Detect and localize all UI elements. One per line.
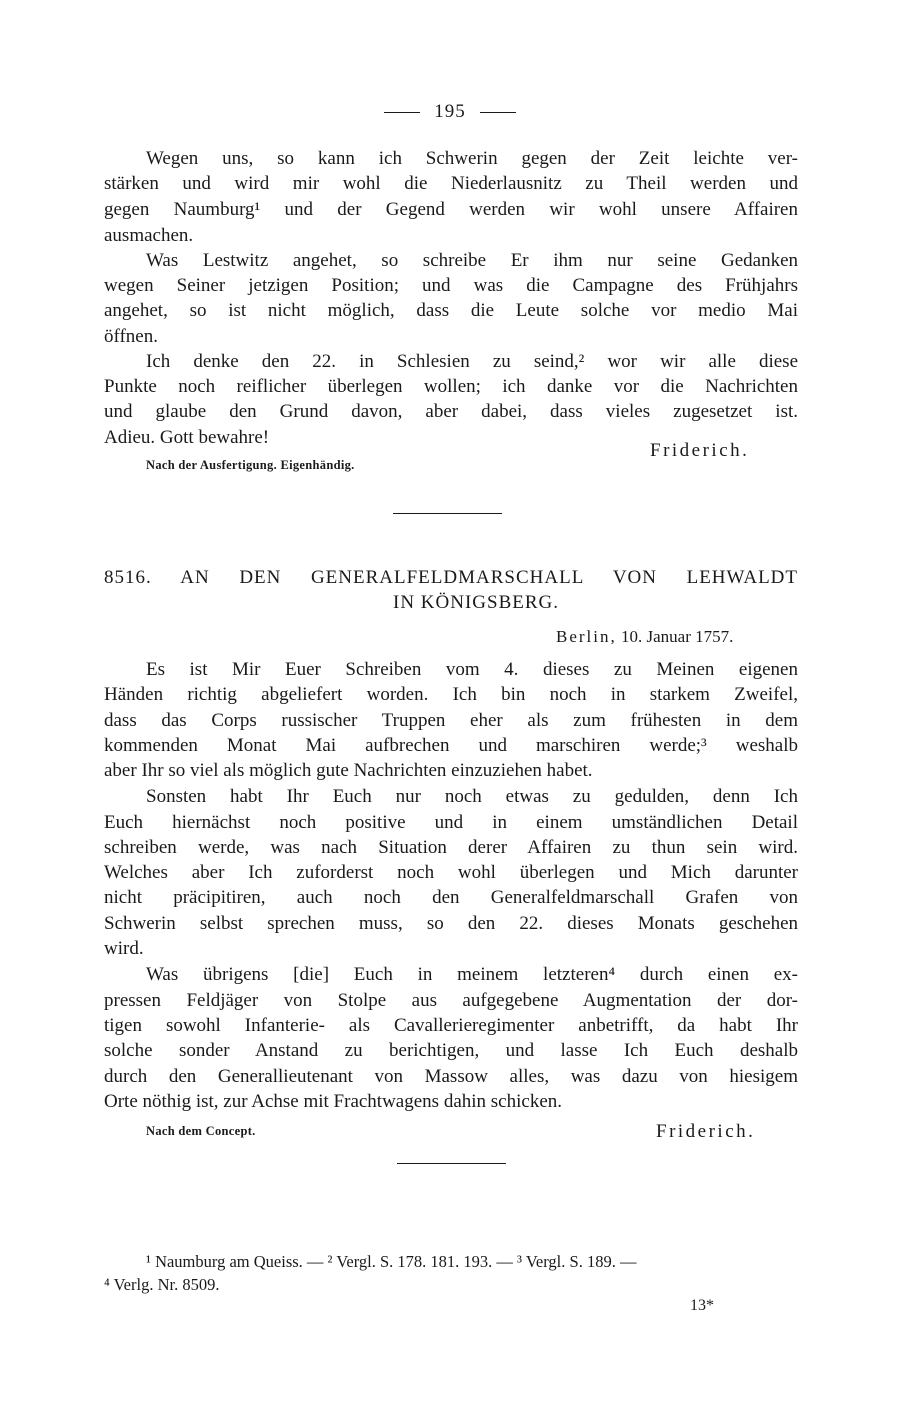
letter-heading <box>104 565 798 615</box>
text-line: Sonsten habt Ihr Euch nur noch etwas zu gedulden, denn Ich <box>146 786 798 807</box>
text-line: Schwerin selbst sprechen muss, so den 22. dieses Monats geschehen <box>104 913 798 934</box>
text-line: Händen richtig abgeliefert worden. Ich bin noch in starkem Zweifel, <box>104 684 798 705</box>
page-number-text: 195 <box>434 101 466 122</box>
page-number <box>0 101 900 123</box>
text-line: wird. <box>104 938 144 959</box>
text-line: nicht präcipitiren, auch noch den Generalfeldmarschall Grafen von <box>104 887 798 908</box>
text-line: pressen Feldjäger von Stolpe aus aufgegebene Augmentation der dor- <box>104 990 798 1011</box>
page-number-dash-right <box>480 112 516 113</box>
text-line: dass das Corps russischer Truppen eher als zum frühesten in dem <box>104 710 798 731</box>
text-line: Orte nöthig ist, zur Achse mit Frachtwagens dahin schicken. <box>104 1091 563 1112</box>
letter-date: 10. Januar 1757. <box>621 627 734 646</box>
letter-heading-line-1 <box>104 565 798 590</box>
text-line: Es ist Mir Euer Schreiben vom 4. dieses zu Meinen eigenen <box>146 659 798 680</box>
text-line: schreiben werde, was nach Situation derer Affairen zu thun sein wird. <box>104 837 798 858</box>
text-line: öffnen. <box>104 326 158 347</box>
footnote-line: ¹ Naumburg am Queiss. — ² Vergl. S. 178. 181. 193. — ³ Vergl. S. 189. — <box>146 1252 637 1271</box>
section-divider <box>397 1163 506 1164</box>
letter-number: 8516. <box>104 567 152 588</box>
text-line: solche sonder Anstand zu berichtigen, und lasse Ich Euch deshalb <box>104 1040 798 1061</box>
text-line: gegen Naumburg¹ und der Gegend werden wir wohl unsere Affairen <box>104 199 798 220</box>
letter-1-signature: Friderich. <box>650 440 750 461</box>
text-line: angehet, so ist nicht möglich, dass die Leute solche vor medio Mai <box>104 300 798 321</box>
letter-place: Berlin, <box>556 627 617 646</box>
text-line: Was übrigens [die] Euch in meinem letzteren⁴ durch einen ex- <box>146 964 798 985</box>
text-line: Adieu. Gott bewahre! <box>104 427 270 448</box>
text-line: Ich denke den 22. in Schlesien zu seind,² wor wir alle diese <box>146 351 798 372</box>
letter-2-signature: Friderich. <box>656 1121 756 1142</box>
text-line: Wegen uns, so kann ich Schwerin gegen der Zeit leichte ver- <box>146 148 798 169</box>
text-line: Euch hiernächst noch positive und in einem umständlichen Detail <box>104 812 798 833</box>
section-divider <box>393 513 502 514</box>
letter-heading-line-2: IN KÖNIGSBERG. <box>393 592 559 613</box>
text-line: Punkte noch reiflicher überlegen wollen; ich danke vor die Nachrichten <box>104 376 798 397</box>
letter-2-source-note: Nach dem Concept. <box>146 1124 256 1138</box>
page-number-dash-left <box>384 112 420 113</box>
letter-addressee: AN DEN GENERALFELDMARSCHALL VON LEHWALDT <box>180 567 799 588</box>
signature-mark: 13* <box>690 1297 714 1314</box>
text-line: Welches aber Ich zuforderst noch wohl überlegen und Mich darunter <box>104 862 798 883</box>
text-line: stärken und wird mir wohl die Niederlausnitz zu Theil werden und <box>104 173 798 194</box>
text-line: kommenden Monat Mai aufbrechen und marschiren werde;³ weshalb <box>104 735 798 756</box>
letter-dateline <box>556 627 733 647</box>
text-line: Was Lestwitz angehet, so schreibe Er ihm nur seine Gedanken <box>146 250 798 271</box>
text-line: ausmachen. <box>104 225 194 246</box>
letter-1-source-note: Nach der Ausfertigung. Eigenhändig. <box>146 458 355 472</box>
text-line: durch den Generallieutenant von Massow alles, was dazu von hiesigem <box>104 1066 798 1087</box>
text-line: wegen Seiner jetzigen Position; und was die Campagne des Frühjahrs <box>104 275 798 296</box>
text-line: und glaube den Grund davon, aber dabei, dass vieles zugesetzet ist. <box>104 401 798 422</box>
footnote-line: ⁴ Verlg. Nr. 8509. <box>104 1275 220 1294</box>
text-line: tigen sowohl Infanterie- als Cavallerieregimenter anbetrifft, da habt Ihr <box>104 1015 798 1036</box>
text-line: aber Ihr so viel als möglich gute Nachrichten einzuziehen habet. <box>104 760 593 781</box>
